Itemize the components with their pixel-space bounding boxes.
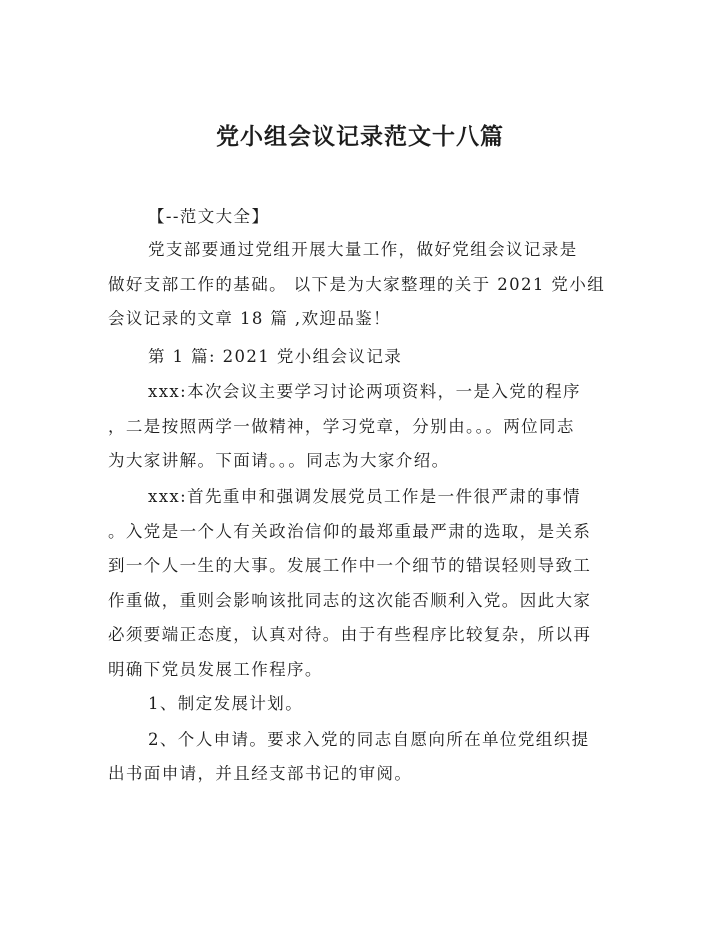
paragraph-line: 会议记录的文章 18 篇 ,欢迎品鉴！ [108, 309, 392, 328]
list-item: 2、个人申请。要求入党的同志自愿向所在单位党组织提 [148, 730, 590, 749]
paragraph-line: xxx:本次会议主要学习讨论两项资料，一是入党的程序 [148, 382, 581, 401]
paragraph-line: 党支部要通过党组开展大量工作，做好党组会议记录是 [148, 240, 578, 259]
paragraph-line: 为大家讲解。下面请。。。同志为大家介绍。 [108, 451, 450, 470]
paragraph-line: ，二是按照两学一做精神，学习党章，分别由。。。两位同志 [108, 417, 575, 436]
section-heading: 第 1 篇: 2021 党小组会议记录 [148, 347, 403, 366]
section-tag: 【--范文大全】 [148, 207, 270, 226]
paragraph-line: 明确下党员发展工作程序。 [108, 660, 323, 679]
document-title: 党小组会议记录范文十八篇 [216, 123, 504, 150]
paragraph-line: 出书面申请，并且经支部书记的审阅。 [108, 764, 413, 783]
paragraph-line: 作重做，重则会影响该批同志的这次能否顺利入党。因此大家 [108, 591, 592, 610]
paragraph-line: 做好支部工作的基础。 以下是为大家整理的关于 2021 党小组 [108, 275, 606, 294]
list-item: 1、制定发展计划。 [148, 694, 304, 713]
paragraph-line: 到一个人一生的大事。发展工作中一个细节的错误轻则导致工 [108, 556, 592, 575]
paragraph-line: xxx:首先重申和强调发展党员工作是一件很严肃的事情 [148, 487, 581, 506]
paragraph-line: 。入党是一个人有关政治信仰的最郑重最严肃的选取，是关系 [108, 522, 592, 541]
paragraph-line: 必须要端正态度，认真对待。由于有些程序比较复杂，所以再 [108, 625, 592, 644]
